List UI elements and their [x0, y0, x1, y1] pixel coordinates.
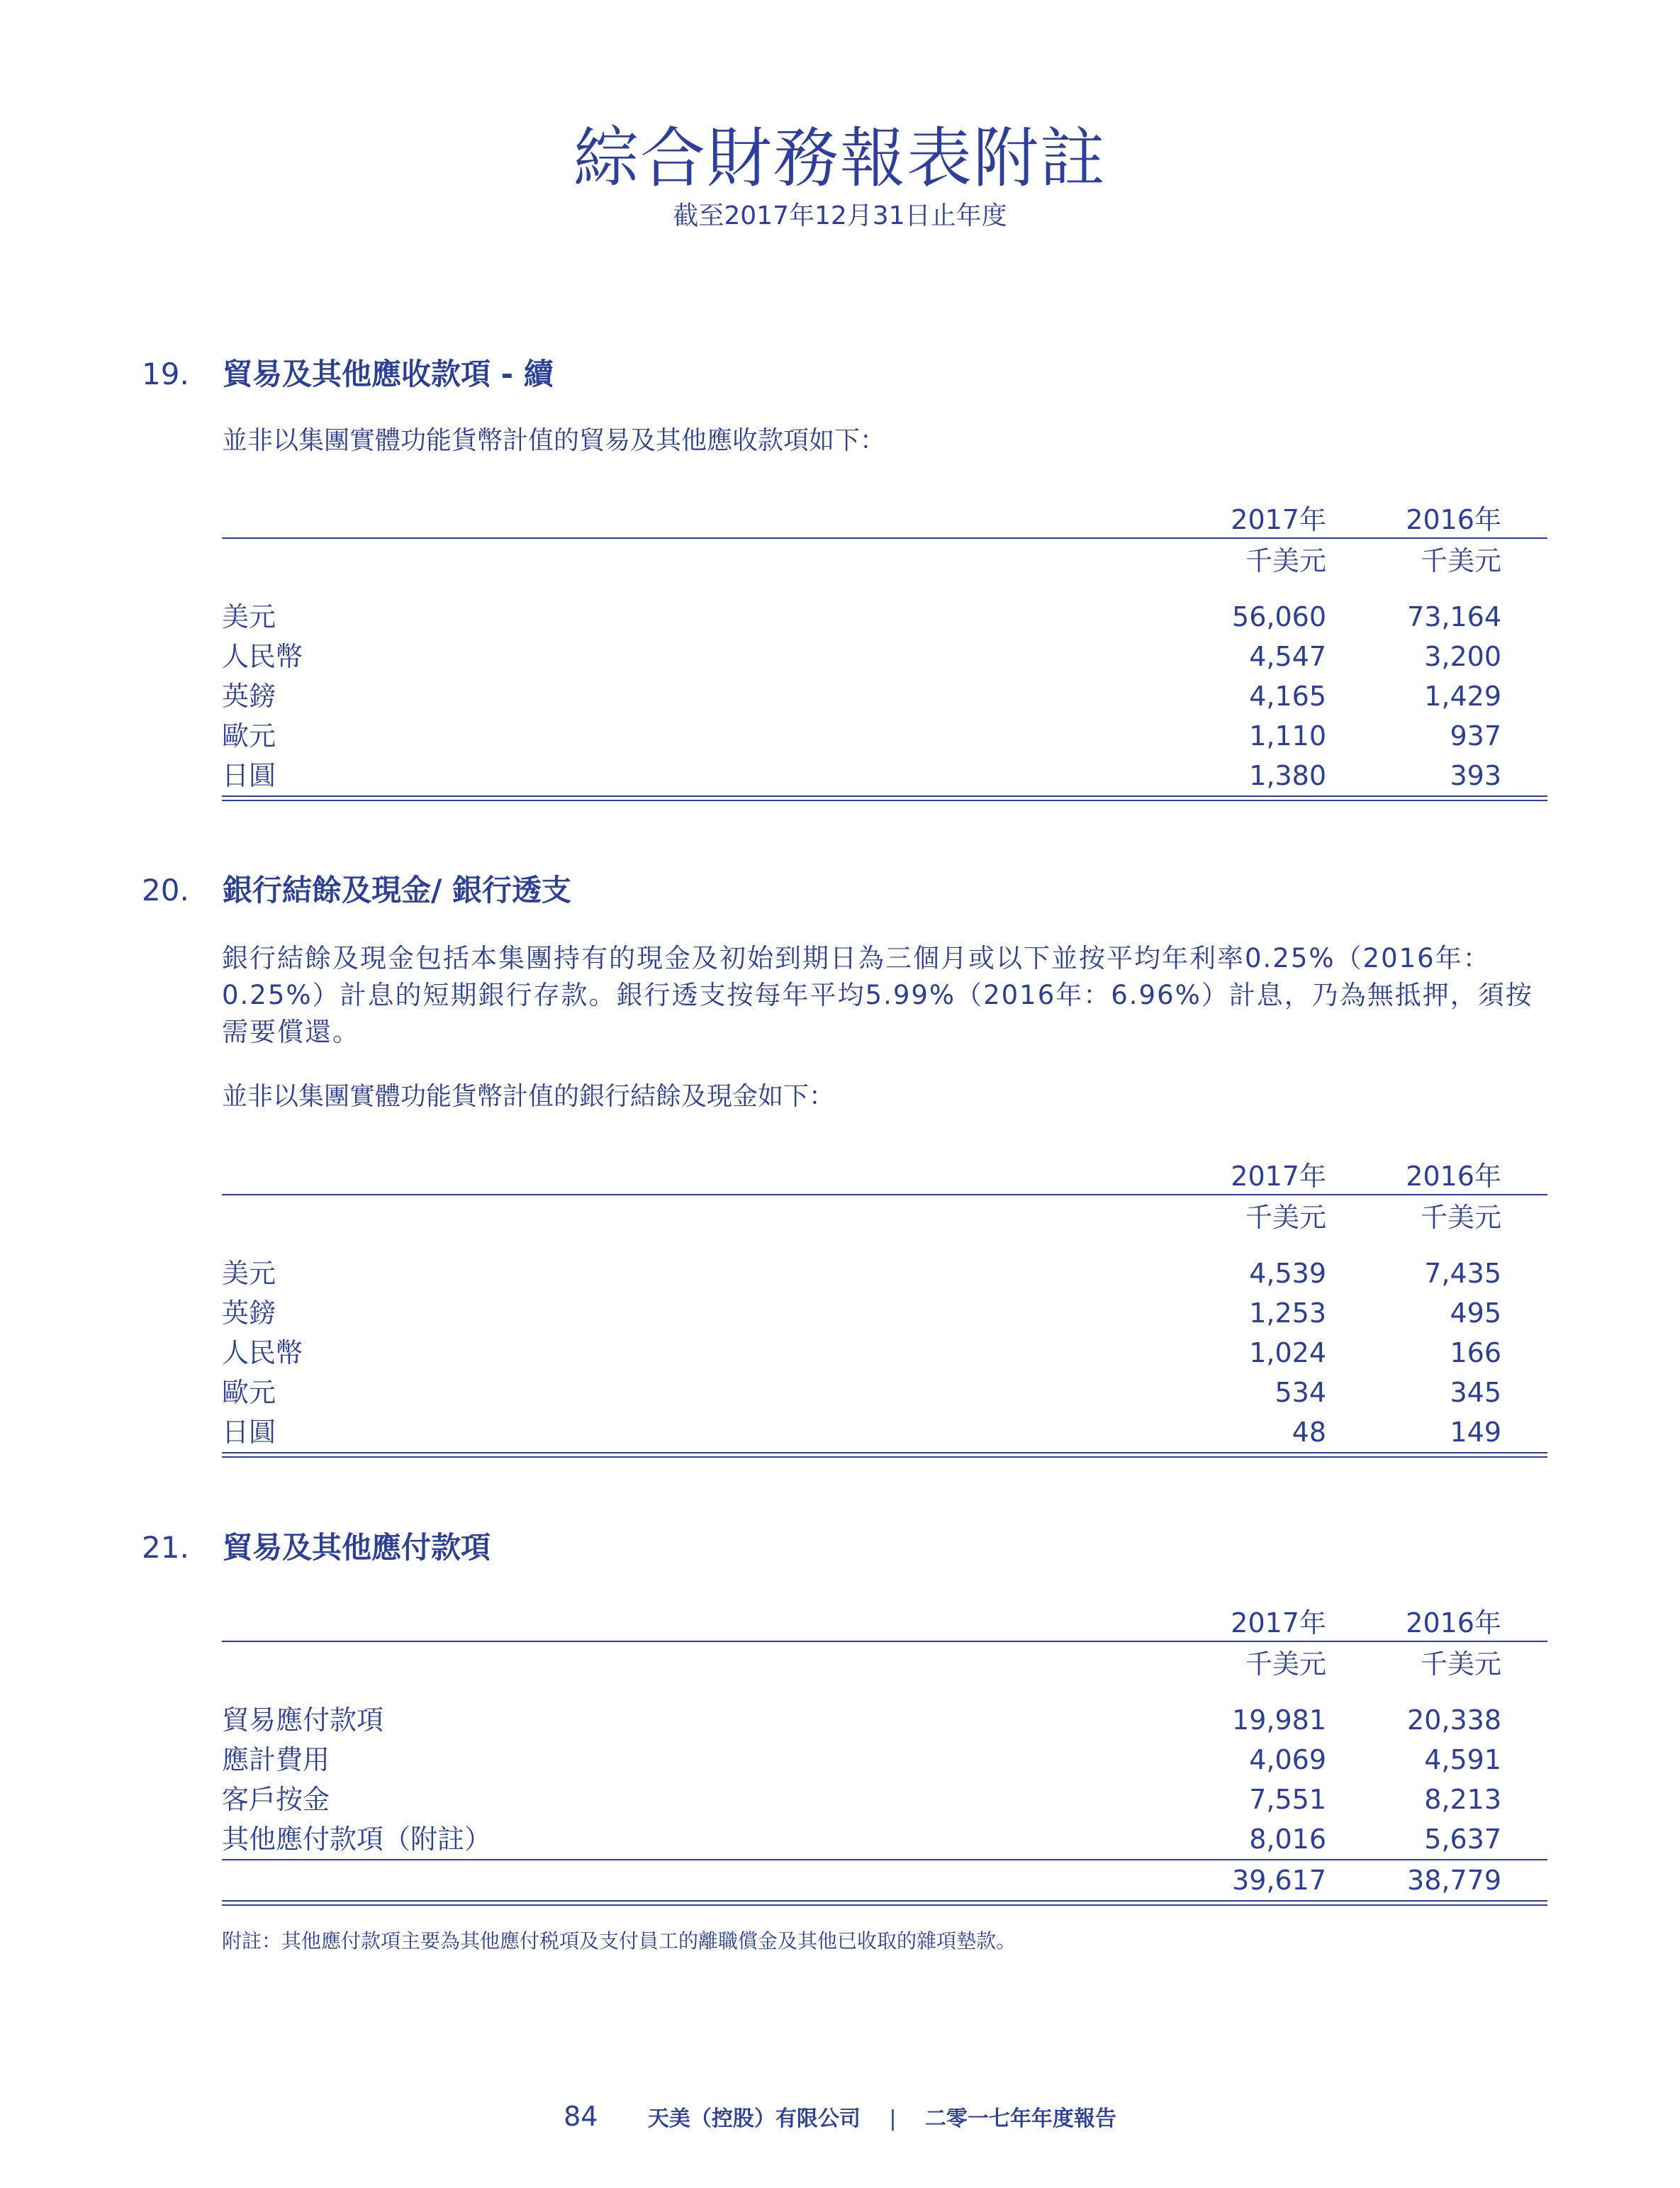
value-2016: 8,213 — [1424, 1784, 1501, 1815]
row-label: 日圓 — [222, 760, 276, 791]
value-2016: 495 — [1450, 1297, 1501, 1329]
table-row — [222, 716, 1547, 756]
col-2016-year: 2016年 — [1406, 1161, 1501, 1192]
receivables-currency-table — [222, 498, 1547, 801]
section-title: 貿易及其他應收款項 - 續 — [223, 357, 554, 391]
value-2017: 48 — [1292, 1417, 1326, 1448]
page-title: 綜合財務報表附註 — [573, 121, 1107, 196]
total-2017: 39,617 — [1232, 1865, 1326, 1896]
footnote: 附註：其他應付款項主要為其他應付税項及支付員工的離職償金及其他已收取的雜項墊款。 — [222, 1929, 1017, 1953]
value-2017: 56,060 — [1232, 601, 1326, 632]
double-rule — [222, 1452, 1547, 1458]
value-2016: 393 — [1450, 760, 1501, 791]
col-2017-year: 2017年 — [1231, 1161, 1326, 1192]
value-2017: 7,551 — [1249, 1784, 1326, 1815]
table-row — [222, 1373, 1547, 1412]
value-2016: 345 — [1450, 1377, 1501, 1408]
page-footer — [0, 2101, 1680, 2132]
row-label: 英鎊 — [222, 681, 276, 712]
section-20-paragraph: 銀行結餘及現金包括本集團持有的現金及初始到期日為三個月或以下並按平均年利率0.25%（2016年：0.25%）計息的短期銀行存款。銀行透支按每年平均5.99%（2016年：6.96%）計息，乃為無抵押，須按需要償還。 — [222, 943, 1533, 1047]
value-2016: 166 — [1450, 1337, 1501, 1368]
section-number: 20. — [142, 873, 189, 908]
value-2017: 8,016 — [1249, 1824, 1326, 1855]
section-number: 21. — [142, 1530, 189, 1565]
section-title: 貿易及其他應付款項 — [223, 1530, 491, 1565]
total-row — [222, 1860, 1547, 1900]
col-2017-year: 2017年 — [1231, 504, 1326, 535]
value-2017: 19,981 — [1232, 1704, 1326, 1736]
table-row — [222, 1780, 1547, 1819]
row-label: 其他應付款項（附註） — [222, 1824, 492, 1855]
table-row — [222, 1293, 1547, 1333]
table-row — [222, 1254, 1547, 1293]
row-label: 貿易應付款項 — [222, 1704, 384, 1736]
row-label: 日圓 — [222, 1417, 276, 1448]
total-2016: 38,779 — [1407, 1865, 1501, 1896]
col-2016-unit: 千美元 — [1420, 1648, 1501, 1680]
row-label: 歐元 — [222, 1377, 276, 1408]
table-row — [222, 1740, 1547, 1780]
section-20-intro: 並非以集團實體功能貨幣計值的銀行結餘及現金如下： — [222, 1082, 835, 1111]
section-20-heading — [142, 867, 1559, 910]
value-2016: 5,637 — [1424, 1824, 1501, 1855]
value-2016: 4,591 — [1424, 1744, 1501, 1775]
value-2017: 1,024 — [1249, 1337, 1326, 1368]
value-2017: 4,069 — [1249, 1744, 1326, 1775]
table-row — [222, 1700, 1547, 1740]
section-title: 銀行結餘及現金/ 銀行透支 — [223, 873, 571, 908]
value-2016: 1,429 — [1424, 681, 1501, 712]
row-label: 人民幣 — [222, 641, 303, 672]
company-name: 天美（控股）有限公司 — [647, 2106, 861, 2131]
col-2017-year: 2017年 — [1231, 1607, 1326, 1639]
table-row — [222, 676, 1547, 716]
table-row — [222, 637, 1547, 676]
row-label: 美元 — [222, 601, 276, 632]
table-row — [222, 756, 1547, 796]
col-2017-unit: 千美元 — [1245, 545, 1326, 576]
section-19-heading — [142, 351, 1559, 393]
value-2016: 7,435 — [1424, 1258, 1501, 1289]
col-2016-unit: 千美元 — [1420, 545, 1501, 576]
value-2016: 149 — [1450, 1417, 1501, 1448]
row-label: 英鎊 — [222, 1297, 276, 1329]
double-rule — [222, 796, 1547, 801]
report-name: 二零一七年年度報告 — [924, 2106, 1116, 2131]
bank-balances-currency-table — [222, 1154, 1547, 1458]
section-21-heading — [142, 1524, 1559, 1567]
row-label: 美元 — [222, 1258, 276, 1289]
value-2017: 4,539 — [1249, 1258, 1326, 1289]
value-2016: 20,338 — [1407, 1704, 1501, 1736]
value-2016: 937 — [1450, 720, 1501, 752]
row-label: 歐元 — [222, 720, 276, 752]
col-2016-year: 2016年 — [1406, 1607, 1501, 1639]
table-row — [222, 1819, 1547, 1859]
payables-table — [222, 1601, 1547, 1906]
value-2016: 3,200 — [1424, 641, 1501, 672]
value-2017: 4,547 — [1249, 641, 1326, 672]
col-2016-year: 2016年 — [1406, 504, 1501, 535]
value-2017: 1,253 — [1249, 1297, 1326, 1329]
row-label: 人民幣 — [222, 1337, 303, 1368]
page-subtitle: 截至2017年12月31日止年度 — [673, 201, 1007, 230]
footer-separator: | — [889, 2106, 897, 2131]
row-label: 應計費用 — [222, 1744, 330, 1775]
value-2017: 4,165 — [1249, 681, 1326, 712]
value-2017: 1,380 — [1249, 760, 1326, 791]
value-2017: 1,110 — [1249, 720, 1326, 752]
row-label: 客戶按金 — [222, 1784, 330, 1815]
col-2017-unit: 千美元 — [1245, 1202, 1326, 1233]
double-rule — [222, 1900, 1547, 1906]
table-row — [222, 1333, 1547, 1373]
table-row — [222, 597, 1547, 637]
value-2016: 73,164 — [1407, 601, 1501, 632]
col-2017-unit: 千美元 — [1245, 1648, 1326, 1680]
page-number: 84 — [564, 2101, 598, 2132]
section-19-intro: 並非以集團實體功能貨幣計值的貿易及其他應收款項如下： — [222, 426, 886, 455]
section-number: 19. — [142, 357, 189, 391]
col-2016-unit: 千美元 — [1420, 1202, 1501, 1233]
value-2017: 534 — [1275, 1377, 1326, 1408]
table-row — [222, 1412, 1547, 1452]
